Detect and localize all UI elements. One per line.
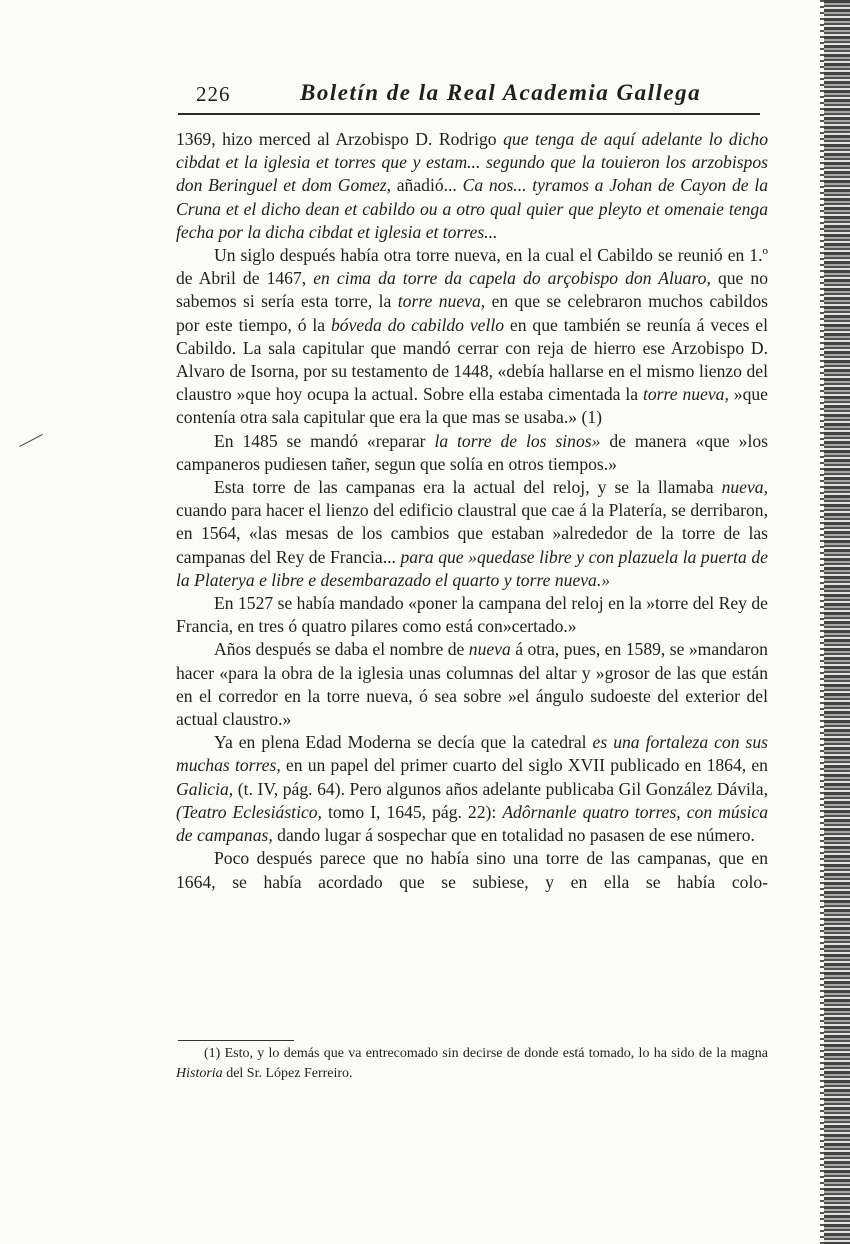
italic-segment: para que »quedase libre y con plazuela la puerta de la Platerya e libre e desembarazado el quarto y torre nueva.» bbox=[176, 546, 768, 590]
text-segment: »que contenía otra sala capitular que era la que mas se usaba.» (1) bbox=[176, 384, 768, 428]
text-segment: de manera «que »los campaneros pudiesen tañer, segun que solía en otros tiempos.» bbox=[176, 430, 768, 474]
page-binding-shadow bbox=[820, 0, 824, 1244]
text-segment: (t. IV, pág. 64). Pero algunos años adelante publicaba Gil González Dávila, bbox=[233, 778, 768, 799]
italic-segment: nueva, bbox=[721, 477, 768, 498]
italic-segment: Historia bbox=[176, 1066, 223, 1081]
paragraph bbox=[176, 592, 768, 638]
italic-segment: Galicia, bbox=[176, 778, 234, 799]
italic-segment: torre nueva, bbox=[397, 291, 486, 312]
paragraph bbox=[176, 128, 768, 244]
italic-segment: bóveda do cabildo vello bbox=[331, 314, 505, 335]
text-segment: dando lugar á sospechar que en totalidad no pasasen de ese número. bbox=[272, 825, 755, 846]
text-segment: Ya en plena Edad Moderna se decía que la catedral bbox=[214, 732, 593, 753]
text-segment: tomo I, 1645, pág. 22): bbox=[321, 801, 503, 822]
text-segment: Esta torre de las campanas era la actual del reloj, y se la llamaba bbox=[214, 477, 722, 498]
text-segment: del Sr. López Ferreiro. bbox=[222, 1066, 353, 1081]
text-segment: en que también se reunía á veces el Cabildo. La sala capitular que mandó cerrar con reja de hierro ese Arzobispo D. Alvaro de Isorna, por su testamento de 1448, «debía hallarse en el mismo lienzo del claustro »que hoy ocupa la actual. Sobre ella estaba cimentada la bbox=[176, 314, 768, 405]
italic-segment: Adôrnanle quatro torres, con música de campanas, bbox=[176, 801, 769, 846]
text-segment: Poco después parece que no había sino una torre de las campanas, que en 1664, se había acordado que se subiese, y en ella se había colo- bbox=[176, 848, 768, 892]
text-segment: Años después se daba el nombre de bbox=[214, 639, 469, 660]
text-segment: cuando para hacer el lienzo del edificio claustral que cae á la Platería, se derribaron, en 1564, «las mesas de los cambios que estaban »alrededor de la torre de las campanas del Rey de Francia... bbox=[176, 500, 768, 567]
paragraph bbox=[176, 476, 768, 592]
text-segment: á otra, pues, en 1589, se »mandaron hacer «para la obra de la iglesia unas columnas del altar y »grosor de las que están en el corredor en la torre nueva, ó sea sobre »el ángulo sudoeste del exterior del actual claustro.» bbox=[176, 639, 768, 730]
text-segment: (1) Esto, y lo demás que va entrecomado sin decirse de donde está tomado, lo ha sido de la magna bbox=[204, 1046, 768, 1061]
header-rule bbox=[178, 113, 760, 115]
italic-segment: torre nueva, bbox=[642, 384, 729, 405]
text-segment: Un siglo después había otra torre nueva, en la cual el Cabildo se reunió en 1.º de Abril de 1467, bbox=[176, 245, 768, 289]
footnote bbox=[176, 1044, 768, 1084]
paragraph bbox=[176, 638, 768, 731]
text-segment: En 1485 se mandó «reparar bbox=[214, 430, 435, 451]
italic-segment: Ca nos... tyramos a Johan de Cayon de la Cruna et el dicho dean et cabildo ou a otro qual quier que pleyto et omenaie tenga fecha por la dicha cibdat et iglesia et torres... bbox=[176, 175, 768, 242]
footnote-text bbox=[176, 1044, 768, 1084]
page-binding-edge bbox=[824, 0, 850, 1244]
italic-segment: nueva bbox=[468, 639, 511, 660]
running-title: Boletín de la Real Academia Gallega bbox=[300, 80, 702, 105]
italic-segment: es una fortaleza con sus muchas torres, bbox=[176, 732, 768, 776]
italic-segment: en cima da torre da capela do arçobispo don Aluaro, bbox=[313, 268, 711, 289]
paragraph bbox=[176, 731, 768, 847]
text-segment: en que se celebraron muchos cabildos por este tiempo, ó la bbox=[176, 291, 768, 335]
italic-segment: que tenga de aquí adelante lo dicho cibdat et la iglesia et torres que y estam... segundo que la touieron los arzobispos don Beringuel et dom Gomez, bbox=[176, 129, 769, 196]
text-segment: añadió... bbox=[391, 175, 463, 196]
text-segment: 1369, hizo merced al Arzobispo D. Rodrigo bbox=[176, 129, 504, 149]
page-header bbox=[178, 78, 760, 112]
paragraph bbox=[176, 847, 768, 893]
margin-pencil-mark bbox=[19, 434, 42, 447]
text-segment: que no sabemos si sería esta torre, la bbox=[176, 268, 768, 312]
text-segment: En 1527 se había mandado «poner la campana del reloj en la »torre del Rey de Francia, en tres ó quatro pilares como está con»certado.» bbox=[176, 593, 768, 637]
footnote-rule bbox=[178, 1040, 294, 1041]
italic-segment: (Teatro Eclesiástico, bbox=[176, 801, 322, 822]
page-number: 226 bbox=[196, 82, 231, 106]
text-segment: en un papel del primer cuarto del siglo XVII publicado en 1864, en bbox=[280, 755, 768, 776]
paragraph bbox=[176, 430, 768, 476]
body-text bbox=[176, 128, 768, 894]
italic-segment: la torre de los sinos» bbox=[434, 430, 601, 451]
paragraph bbox=[176, 244, 768, 430]
